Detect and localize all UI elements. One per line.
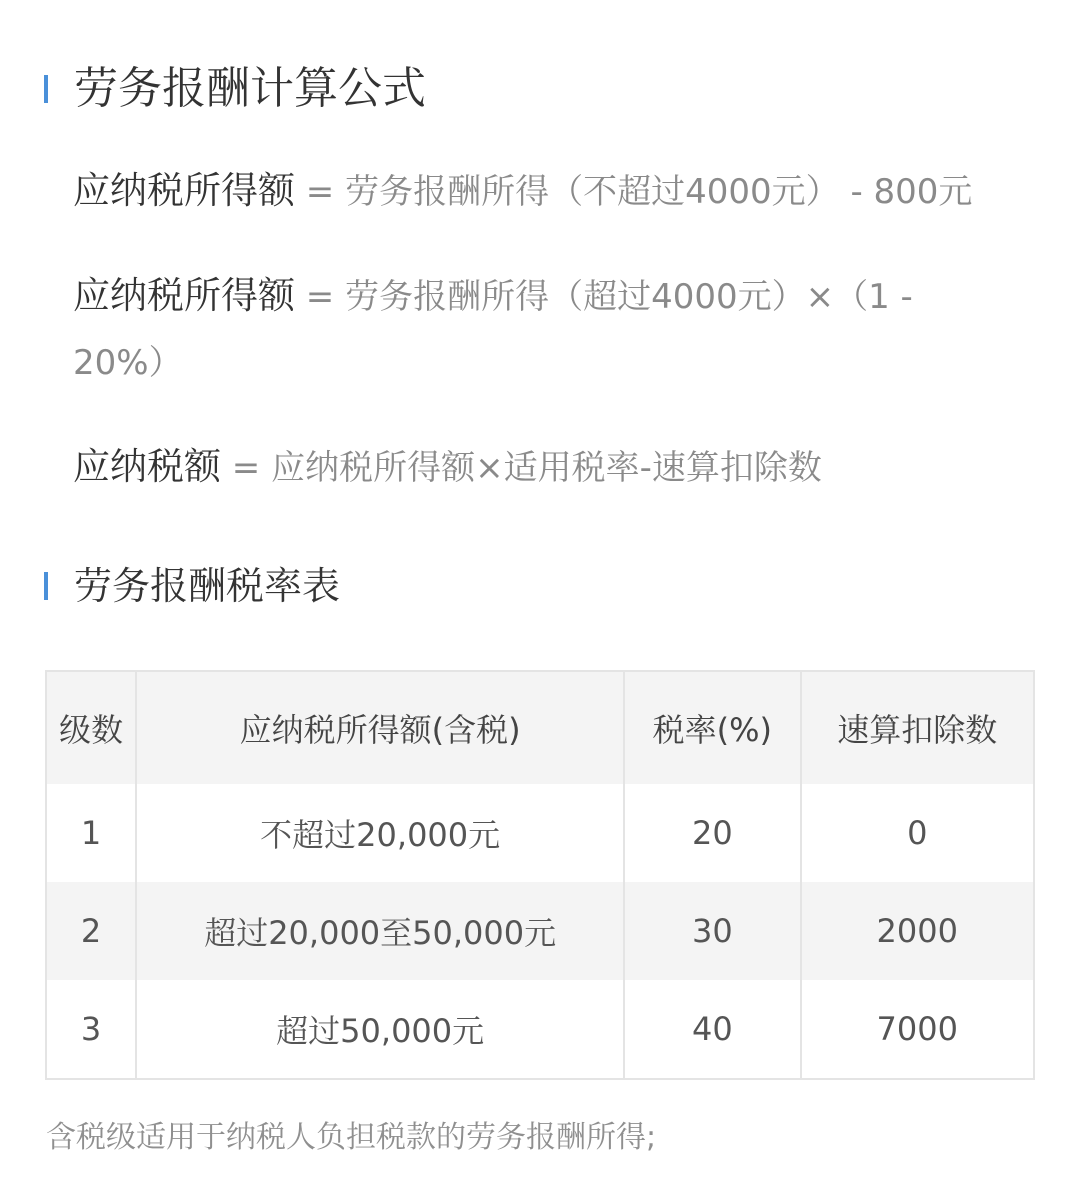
header-tax-rate: 税率(%) bbox=[624, 671, 800, 784]
formula-expression: = 劳务报酬所得（超过4000元）×（1 - 20%） bbox=[73, 277, 913, 383]
heading-accent-bar bbox=[44, 75, 48, 103]
formula-line-1 bbox=[73, 158, 993, 225]
cell-level: 3 bbox=[46, 980, 136, 1079]
formula-line-3 bbox=[73, 434, 993, 501]
cell-level: 2 bbox=[46, 882, 136, 980]
formula-line-2 bbox=[73, 263, 993, 396]
cell-taxable-income: 超过50,000元 bbox=[136, 980, 624, 1079]
table-header-row bbox=[46, 671, 1034, 784]
table-row bbox=[46, 980, 1034, 1079]
formula-term: 应纳税所得额 bbox=[73, 169, 295, 212]
cell-quick-deduction: 0 bbox=[801, 784, 1035, 882]
tax-rate-table bbox=[45, 670, 1035, 1080]
table-row bbox=[46, 784, 1034, 882]
formula-section-title: 劳务报酬计算公式 bbox=[74, 63, 426, 114]
header-quick-deduction: 速算扣除数 bbox=[801, 671, 1035, 784]
cell-tax-rate: 40 bbox=[624, 980, 800, 1079]
formula-term: 应纳税额 bbox=[73, 445, 221, 488]
cell-tax-rate: 30 bbox=[624, 882, 800, 980]
cell-tax-rate: 20 bbox=[624, 784, 800, 882]
cell-taxable-income: 超过20,000至50,000元 bbox=[136, 882, 624, 980]
cell-level: 1 bbox=[46, 784, 136, 882]
formula-term: 应纳税所得额 bbox=[73, 274, 295, 317]
heading-accent-bar bbox=[44, 572, 48, 600]
formula-expression: = 应纳税所得额×适用税率-速算扣除数 bbox=[221, 448, 822, 488]
formula-expression: = 劳务报酬所得（不超过4000元） - 800元 bbox=[295, 172, 973, 212]
rate-section-title: 劳务报酬税率表 bbox=[74, 564, 341, 608]
header-level: 级数 bbox=[46, 671, 136, 784]
cell-quick-deduction: 2000 bbox=[801, 882, 1035, 980]
formula-section-heading bbox=[44, 61, 426, 117]
cell-taxable-income: 不超过20,000元 bbox=[136, 784, 624, 882]
header-taxable-income: 应纳税所得额(含税) bbox=[136, 671, 624, 784]
cell-quick-deduction: 7000 bbox=[801, 980, 1035, 1079]
table-footnote: 含税级适用于纳税人负担税款的劳务报酬所得; bbox=[46, 1120, 657, 1155]
table-row bbox=[46, 882, 1034, 980]
rate-section-heading bbox=[44, 561, 340, 611]
